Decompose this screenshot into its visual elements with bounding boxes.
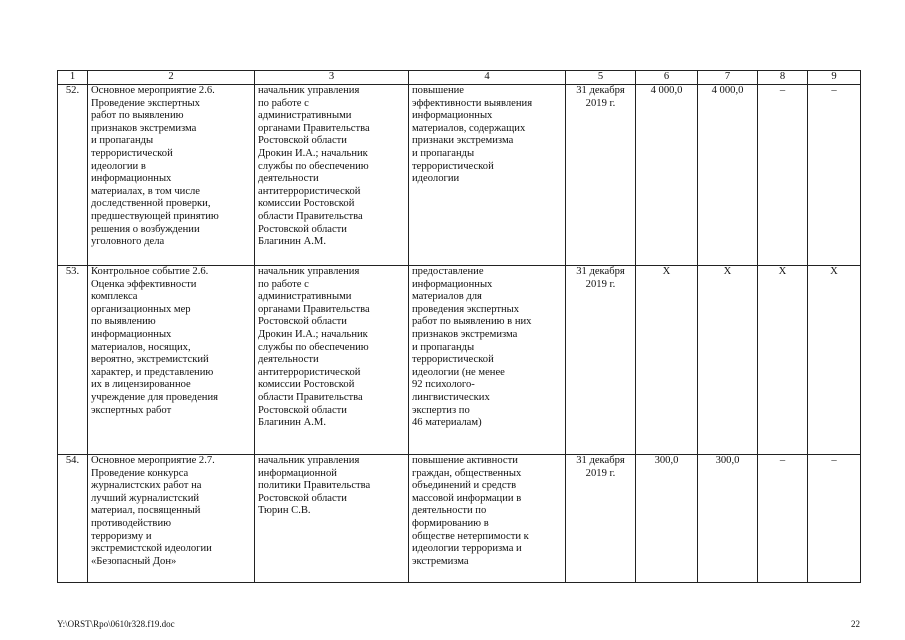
value-cell-8: – xyxy=(758,85,808,266)
table-row xyxy=(58,455,861,583)
column-header: 3 xyxy=(255,71,409,85)
value-cell-6: X xyxy=(636,266,698,455)
table-row xyxy=(58,266,861,455)
column-header: 6 xyxy=(636,71,698,85)
table-row xyxy=(58,85,861,266)
column-header: 2 xyxy=(88,71,255,85)
column-header: 5 xyxy=(566,71,636,85)
responsible-cell: начальник управления по работе с административными органами Правительства Ростовской области Дрокин И.А.; начальник службы по обеспечению деятельности антитеррористической комиссии Ростовской области Правительства Ростовской области Благинин А.М. xyxy=(255,266,409,455)
row-number: 53. xyxy=(58,266,88,455)
row-number: 52. xyxy=(58,85,88,266)
measure-name-cell: Контрольное событие 2.6. Оценка эффективности комплекса организационных мер по выявлению информационных материалов, носящих, вероятно, экстремистский характер, и представлению их в лицензированное учреждение для проведения экспертных работ xyxy=(88,266,255,455)
value-cell-9: X xyxy=(808,266,861,455)
value-cell-6: 300,0 xyxy=(636,455,698,583)
measure-name-cell: Основное мероприятие 2.6. Проведение экспертных работ по выявлению признаков экстремизма и пропаганды террористической идеологии в информационных материалах, в том числе доследственной проверки, предшествующей принятию решения о возбуждении уголовного дела xyxy=(88,85,255,266)
expected-result-cell: предоставление информационных материалов для проведения экспертных работ по выявлению в них признаков экстремизма и пропаганды террористической идеологии (не менее 92 психолого- лингвистических экспертиз по 46 материалам) xyxy=(409,266,566,455)
value-cell-8: – xyxy=(758,455,808,583)
column-header: 7 xyxy=(698,71,758,85)
value-cell-7: X xyxy=(698,266,758,455)
value-cell-6: 4 000,0 xyxy=(636,85,698,266)
measure-name-cell: Основное мероприятие 2.7. Проведение конкурса журналистских работ на лучший журналистский материал, посвященный противодействию терроризму и экстремистской идеологии «Безопасный Дон» xyxy=(88,455,255,583)
deadline-cell: 31 декабря 2019 г. xyxy=(566,455,636,583)
responsible-cell: начальник управления по работе с административными органами Правительства Ростовской области Дрокин И.А.; начальник службы по обеспечению деятельности антитеррористической комиссии Ростовской области Правительства Ростовской области Благинин А.М. xyxy=(255,85,409,266)
responsible-cell: начальник управления информационной политики Правительства Ростовской области Тюрин С.В. xyxy=(255,455,409,583)
deadline-cell: 31 декабря 2019 г. xyxy=(566,266,636,455)
expected-result-cell: повышение активности граждан, общественных объединений и средств массовой информации в деятельности по формированию в обществе нетерпимости к идеологии терроризма и экстремизма xyxy=(409,455,566,583)
row-number: 54. xyxy=(58,455,88,583)
value-cell-9: – xyxy=(808,85,861,266)
measures-table xyxy=(57,70,861,583)
column-header: 1 xyxy=(58,71,88,85)
expected-result-cell: повышение эффективности выявления информационных материалов, содержащих признаки экстремизма и пропаганды террористической идеологии xyxy=(409,85,566,266)
table-header-row xyxy=(58,71,861,85)
column-header: 8 xyxy=(758,71,808,85)
deadline-cell: 31 декабря 2019 г. xyxy=(566,85,636,266)
column-header: 4 xyxy=(409,71,566,85)
value-cell-7: 4 000,0 xyxy=(698,85,758,266)
value-cell-8: X xyxy=(758,266,808,455)
footer-page-number: 22 xyxy=(851,619,860,629)
value-cell-9: – xyxy=(808,455,861,583)
value-cell-7: 300,0 xyxy=(698,455,758,583)
footer-file-path: Y:\ORST\Rpo\0610r328.f19.doc xyxy=(57,619,175,629)
column-header: 9 xyxy=(808,71,861,85)
